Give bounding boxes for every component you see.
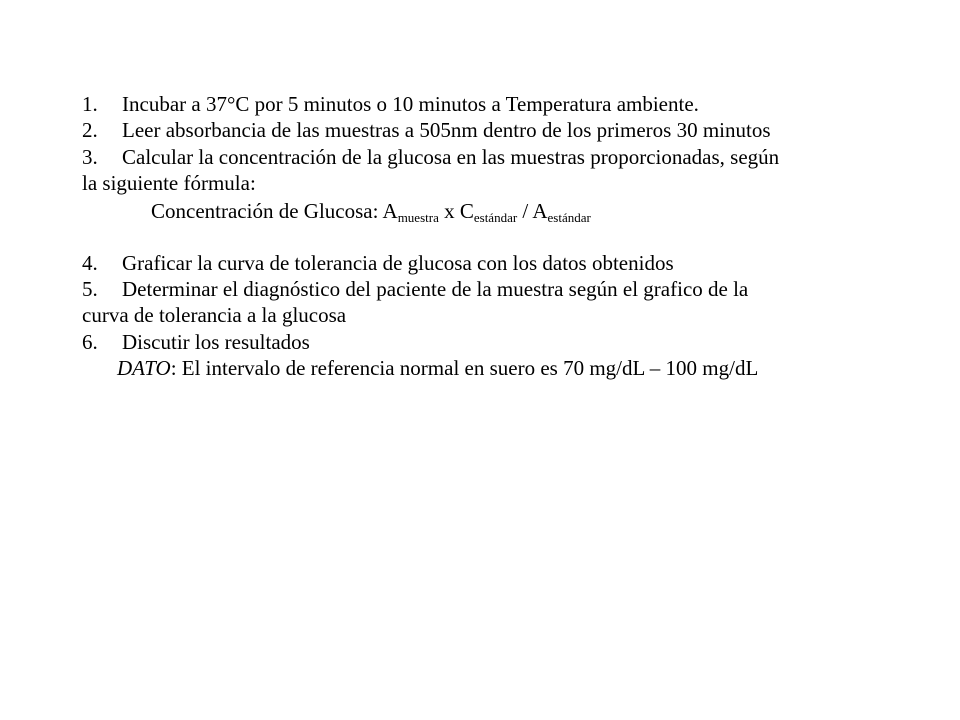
step-6: [82, 329, 882, 355]
step-number: 4.: [82, 250, 98, 275]
step-4: [82, 250, 882, 276]
step-text: Leer absorbancia de las muestras a 505nm dentro de los primeros 30 minutos: [122, 118, 771, 143]
step-text: Graficar la curva de tolerancia de glucosa con los datos obtenidos: [122, 250, 674, 275]
formula-sub-muestra: muestra: [397, 209, 439, 225]
formula-a: A: [382, 198, 398, 223]
step-1: [82, 91, 882, 117]
step-5: [82, 276, 882, 302]
step-5-continuation: curva de tolerancia a la glucosa: [82, 303, 347, 328]
dato-label: DATO: [117, 356, 171, 381]
step-text: Calcular la concentración de la glucosa en las muestras proporcionadas, según: [122, 144, 780, 169]
step-text: Determinar el diagnóstico del paciente de la muestra según el grafico de la: [122, 277, 749, 302]
reference-note: [82, 355, 882, 381]
step-2: [82, 117, 882, 143]
formula-label: Concentración de Glucosa:: [151, 198, 383, 223]
step-3: [82, 144, 882, 170]
glucose-formula: [82, 197, 882, 225]
step-number: 1.: [82, 92, 98, 116]
procedure-text: [82, 91, 882, 382]
step-3-continuation: la siguiente fórmula:: [82, 171, 256, 196]
formula-x-c: x C: [438, 198, 474, 223]
step-text: Incubar a 37°C por 5 minutos o 10 minutos a Temperatura ambiente.: [122, 92, 699, 116]
step-number: 6.: [82, 329, 98, 354]
step-number: 3.: [82, 144, 98, 169]
dato-text: : El intervalo de referencia normal en suero es 70 mg/dL – 100 mg/dL: [170, 356, 759, 381]
formula-sub-estandar-a: estándar: [547, 209, 591, 225]
formula-sub-estandar-c: estándar: [473, 209, 518, 225]
step-number: 5.: [82, 277, 98, 302]
step-text: Discutir los resultados: [122, 329, 310, 354]
spacer: [82, 225, 882, 250]
formula-slash-a: / A: [517, 198, 548, 223]
step-number: 2.: [82, 118, 98, 143]
